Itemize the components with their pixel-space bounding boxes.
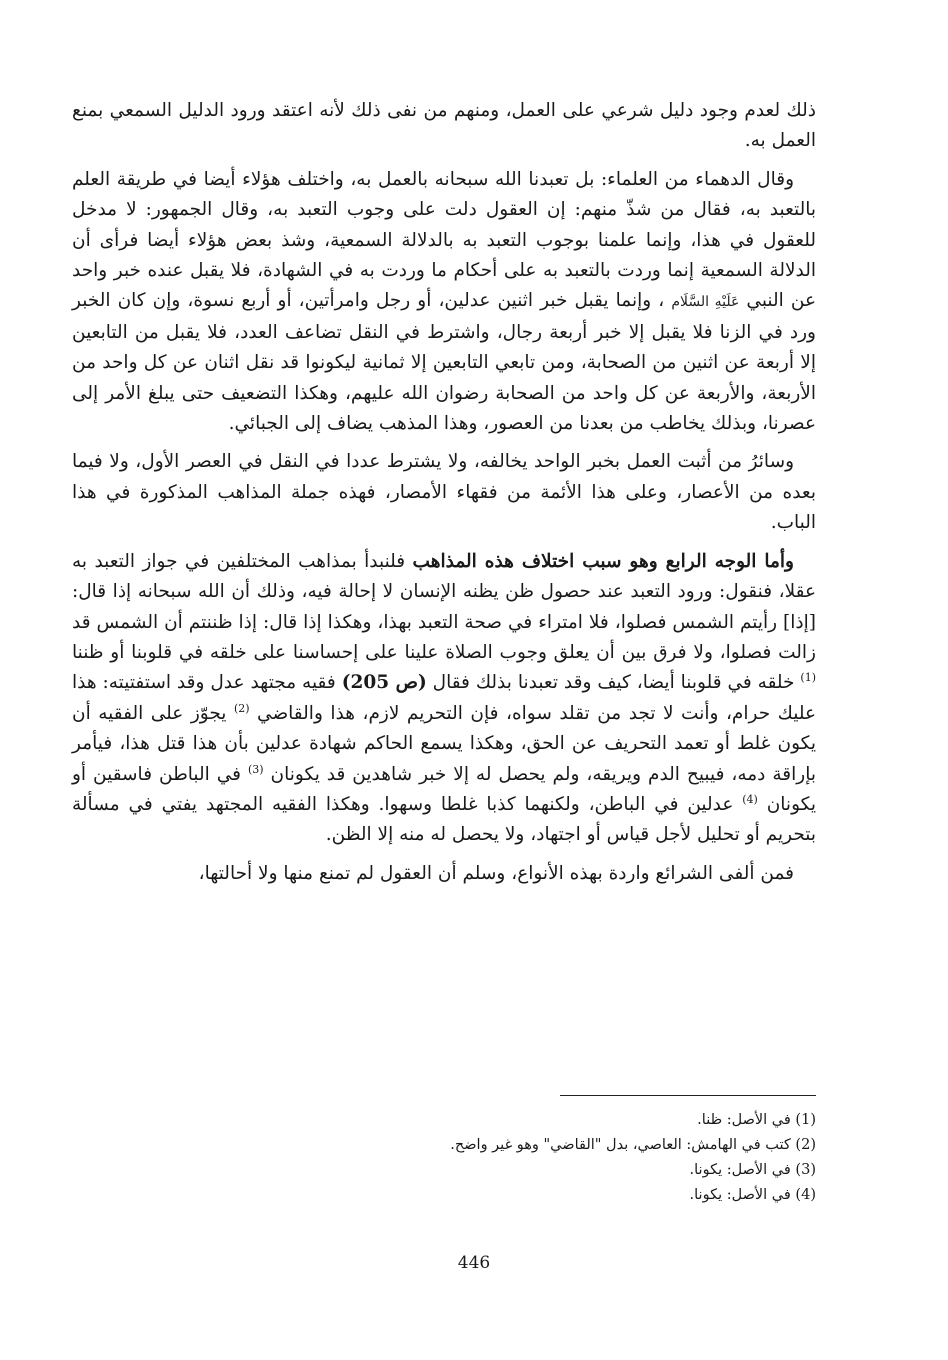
footnote-3: (3) في الأصل: يكونا. <box>689 1162 816 1178</box>
paragraph-1-text: ذلك لعدم وجود دليل شرعي على العمل، ومنهم من نفى ذلك لأنه اعتقد ورود الدليل السمعي بمنع العمل به. <box>72 100 816 152</box>
footnotes <box>256 1108 816 1208</box>
paragraph-4-text-e: في الباطن فاسقين أو يكونان <box>72 763 816 815</box>
footnote-ref-4: (4) <box>742 792 758 806</box>
paragraph-4-text-c: فقيه مجتهد عدل وقد استفتيته: هذا عليك حرام، وأنت لا تجد من تقلد سواه، فإن التحريم لازم، هذا والقاضي <box>72 672 817 724</box>
footnote-2: (2) كتب في الهامش: العاصي، بدل "القاضي" وهو غير واضح. <box>450 1137 816 1153</box>
footnote-1: (1) في الأصل: ظنا. <box>697 1112 816 1128</box>
paragraph-2-text-b: ، وإنما يقبل خبر اثنين عدلين، أو رجل وامرأتين، أو أربع نسوة، وإن كان الخبر ورد في الزنا فلا يقبل إلا خبر أربعة رجال، واشترط في النقل تضاعف العدد، فلا يقبل من التابعين إلا أربعة عن اثنين من الصحابة، ومن تابعي التابعين إلا ثمانية ليكونوا قد نقل اثنان عن كل واحد من الأربعة، والأربعة عن كل واحد من الصحابة رضوان الله عليهم، وهكذا التضعيف حتى يبلغ الأمر إلى عصرنا، وبذلك يخاطب من بعدنا من العصور، وهذا المذهب يضاف إلى الجبائي. <box>72 290 816 435</box>
paragraph-4 <box>72 547 816 851</box>
paragraph-4-text-f: عدلين في الباطن، ولكنهما كذبا غلطا وسهوا. وهكذا الفقيه المجتهد يفتي في مسألة بتحريم أو تحليل لأجل قياس أو اجتهاد، ولا يحصل له منه إلا الظن. <box>72 793 816 846</box>
paragraph-2-text-a: وقال الدهماء من العلماء: بل تعبدنا الله سبحانه بالعمل به، واختلف هؤلاء أيضا في طريقة العلم بالتعبد به، فقال من شذّ منهم: إن العقول دلت على وجوب التعبد به، وقال الجمهور: لا مدخل للعقول في هذا، وإنما علمنا بوجوب التعبد به بالدلالة السمعية، وشذ بعض هؤلاء أيضا فرأى أن الدلالة السمعية إنما وردت بالتعبد به على أحكام ما وردت به في الشهادة، فلا يقبل عنده خبر واحد عن النبي <box>72 168 816 312</box>
paragraph-3 <box>72 447 816 538</box>
paragraph-4-text-a: فلنبدأ بمذاهب المختلفين في جواز التعبد به عقلا، فنقول: ورود التعبد عند حصول ظن يظنه الإنسان لا إحالة فيه، وذلك أن الله سبحانه إذا قال: [إذا] رأيتم الشمس فصلوا، فلا امتراء في صحة التعبد بهذا، وهكذا إذا قال: إذا ظننتم أن الشمس قد زالت فصلوا، ولا فرق بين أن يعلق وجوب الصلاة علينا على إحساسنا على خلقه في قلوبنا أو ظننا <box>72 550 816 663</box>
footnote-ref-1: (1) <box>800 671 817 685</box>
footnote-ref-2: (2) <box>233 701 250 715</box>
footnote-divider <box>560 1095 816 1096</box>
paragraph-4-text-b: خلقه في قلوبنا أيضا، كيف وقد تعبدنا بذلك فقال <box>426 672 795 694</box>
paragraph-1 <box>72 96 816 157</box>
paragraph-5 <box>72 859 816 889</box>
honorific-glyph: عَلَيْهِ السَّلَام <box>671 294 740 311</box>
main-text <box>72 96 816 897</box>
paragraph-2 <box>72 165 816 440</box>
footnote-4: (4) في الأصل: يكونا. <box>689 1187 816 1203</box>
paragraph-4-text-d: يجوّز على الفقيه أن يكون غلط أو تعمد التحريف عن الحق، وهكذا يسمع الحاكم شهادة عدلين بأن هذا قتل هذا، فيأمر بإراقة دمه، فيبيح الدم ويريقه، ولم يحصل له إلا خبر شاهدين قد يكونان <box>72 702 816 785</box>
paragraph-5-text: فمن ألفى الشرائع واردة بهذه الأنواع، وسلم أن العقول لم تمنع منها ولا أحالتها، <box>198 862 794 884</box>
page-number: 446 <box>457 1253 491 1273</box>
footnote-ref-3: (3) <box>247 762 264 776</box>
paragraph-4-heading: وأما الوجه الرابع وهو سبب اختلاف هذه المذاهب <box>412 550 794 572</box>
paragraph-3-text: وسائرُ من أثبت العمل بخبر الواحد يخالفه، ولا يشترط عددا في النقل في العصر الأول، ولا فيما بعده من الأعصار، وعلى هذا الأئمة من فقهاء الأمصار، فهذه جملة المذاهب المذكورة في هذا الباب. <box>72 451 816 534</box>
manuscript-page-ref: (ص 205) <box>341 672 427 694</box>
